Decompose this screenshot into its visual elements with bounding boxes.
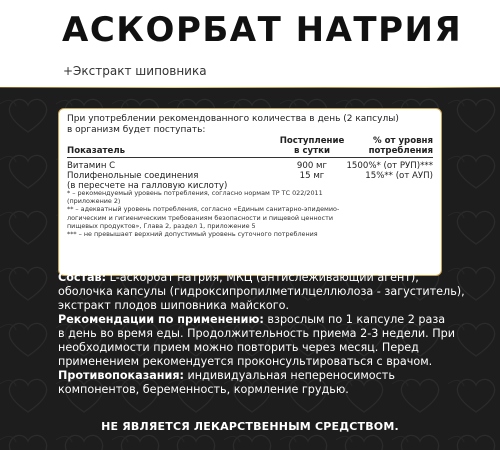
product-subtitle: +Экстракт шиповника [63,64,207,78]
footnote-line: (приложение 2) [67,197,121,206]
usage-label: Рекомендации по применению: [58,313,264,326]
composition-line: оболочка капсулы (гидроксипропилметилцеллюлоза - загуститель), [58,285,465,298]
row-daily: 900 мг [296,161,328,171]
card-intro-line: При употреблении рекомендованного количества в день (2 капсулы) [67,114,399,124]
card-intro-line: в организм будет поступать: [67,124,206,135]
nutrition-card [58,108,442,276]
header-indicator: Показатель [67,146,126,156]
product-info [58,271,465,397]
row-percent: 1500%* (от РУП)*** [346,161,433,171]
header-daily: Поступление [279,136,345,146]
disclaimer-text: НЕ ЯВЛЯЕТСЯ ЛЕКАРСТВЕННЫМ СРЕДСТВОМ. [101,420,399,433]
row-percent: 15%** (от АУП) [365,171,433,181]
usage-line: в день во время еды. Продолжительность приема 2-3 недели. При [58,327,456,340]
usage-line: необходимости прием можно повторить через месяц. Перед [58,341,419,354]
row-name: Витамин С [67,161,116,171]
composition-text: L-аскорбат натрия, МКЦ (антислеживающий агент), [106,271,419,284]
row-daily: 15 мг [299,171,325,181]
composition-line: экстракт плодов шиповника майского. [58,299,290,312]
composition-label: Состав: [58,271,107,284]
footnote-line: ** – адекватный уровень потребления, согласно «Единым санитарно-эпидемио- [67,205,340,214]
footnote-line: логическим и гигиеническим требованиям безопасности и пищевой ценности [67,213,333,222]
usage-line: применением рекомендуется проконсультироваться с врачом. [58,355,433,368]
table-row [67,171,433,181]
product-header [0,0,500,88]
header-percent-sub: потребления [368,146,433,156]
contra-label: Противопоказания: [58,369,184,382]
header-percent: % от уровня [372,136,433,146]
composition-line [58,271,458,285]
table-row [67,161,433,171]
usage-text: взрослым по 1 капсуле 2 раза [263,313,446,326]
usage-line [58,313,458,327]
contra-line [58,369,458,383]
table-header-row-2 [67,146,433,156]
footnote-line: *** – не превышает верхний допустимый уровень суточного потребления [67,230,318,239]
contra-line: компонентов, беременность, кормление грудью. [58,383,349,396]
footnote-line: * – рекомендуемый уровень потребления, согласно нормам ТР ТС 022/2011 [67,189,323,197]
table-rule [67,157,433,158]
contra-text: индивидуальная непереносимость [183,369,395,382]
header-daily-sub: в сутки [294,146,330,156]
product-title: АСКОРБАТ НАТРИЯ [62,10,463,50]
footnote-line: пищевых продуктов», Глава 2, раздел 1, приложение 5 [67,221,256,230]
row-name: Полифенольные соединения [67,171,199,181]
footnotes [67,189,435,238]
nutrition-table [67,136,433,191]
row-name: (в пересчете на галловую кислоту) [67,181,228,191]
